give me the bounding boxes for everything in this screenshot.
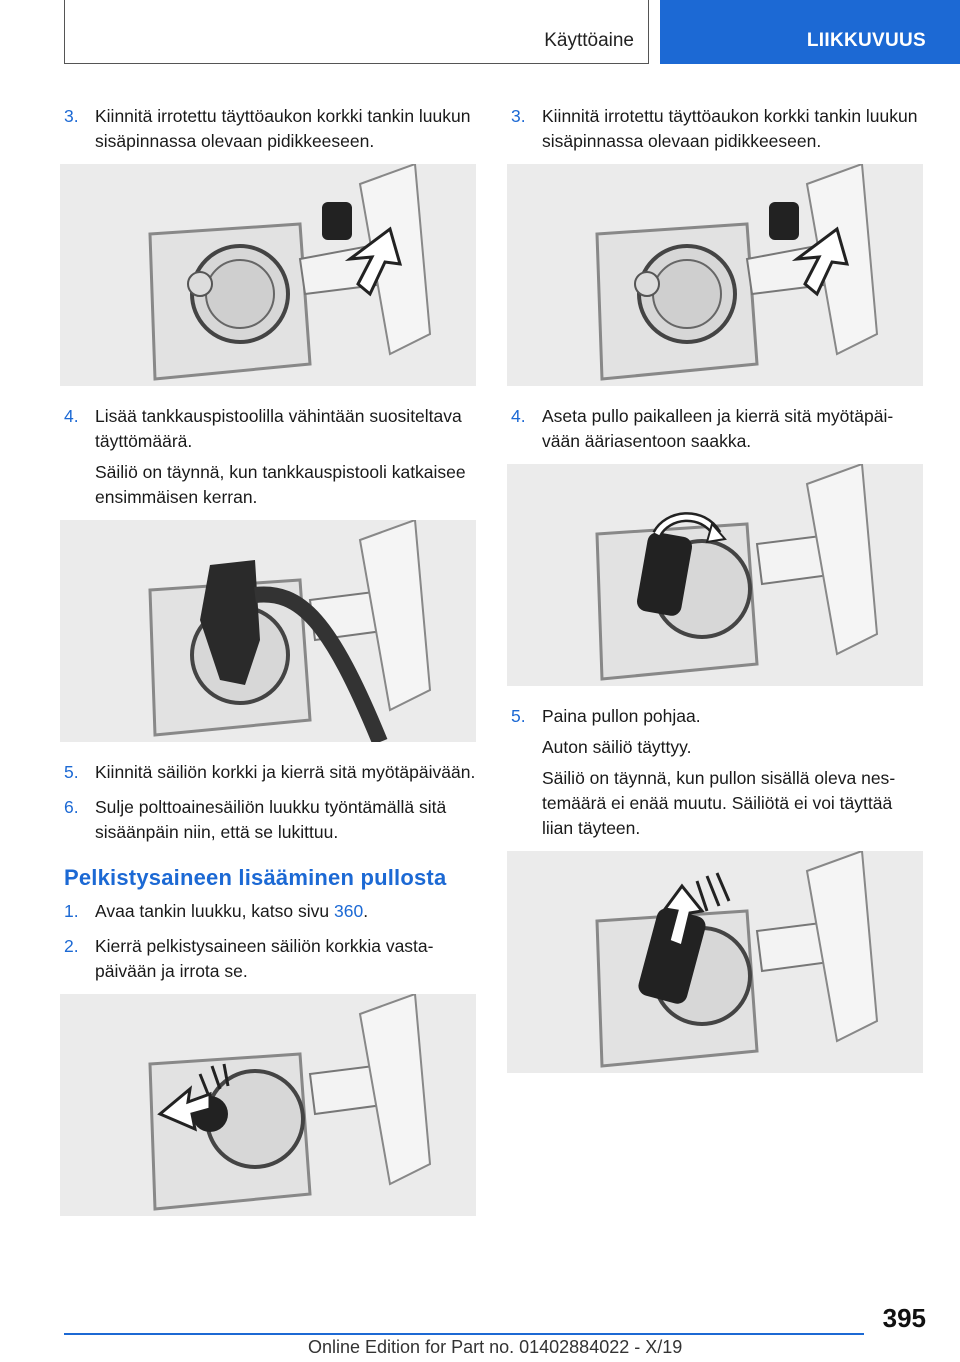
- bottle-step-2: 2. Kierrä pelkistysaineen säiliön korkkia vastapäivään ja irrota se.: [64, 936, 434, 981]
- step-3-right: 3. Kiinnitä irrotettu täyttöaukon korkki tankin luukun sisäpinnassa olevaan pidikkeeseen.: [511, 106, 918, 151]
- bottle-step-1: 1. Avaa tankin luukku, katso sivu 360.: [64, 901, 369, 921]
- step-4-note: Säiliö on täynnä, kun tankkauspistooli katkaisee ensimmäisen kerran.: [95, 462, 466, 507]
- page-reference-link[interactable]: 360: [333, 901, 364, 921]
- fuel-cap-holder-illustration-2: [507, 164, 923, 386]
- header-section-title: Käyttöaine: [544, 30, 634, 51]
- step-5-right: 5. Paina pullon pohjaa.: [511, 706, 701, 726]
- header-chapter-tab: [660, 0, 960, 64]
- step-4-left: 4. Lisää tankkauspistoolilla vähintään suositeltava täyttömäärä.: [64, 406, 462, 451]
- step-6-left: 6. Sulje polttoainesäiliön luukku työntämällä sitä sisäänpäin niin, että se lukittuu.: [64, 797, 447, 842]
- bottle-insert-illustration: [507, 464, 923, 686]
- footer-edition: Online Edition for Part no. 01402884022 - X/19: [308, 1337, 683, 1357]
- step-3-left: 3. Kiinnitä irrotettu täyttöaukon korkki tankin luukun sisäpinnassa olevaan pidikkeeseen.: [64, 106, 471, 151]
- step-5-note-2: Säiliö on täynnä, kun pullon sisällä oleva nestemäärä ei enää muutu. Säiliötä ei voi täyttää liian täyteen.: [542, 768, 896, 838]
- right-column: [507, 104, 923, 1091]
- step-5-note-1: Auton säiliö täyttyy.: [542, 737, 692, 757]
- step-4-right: 4. Aseta pullo paikalleen ja kierrä sitä myötäpäivään ääriasentoon saakka.: [511, 406, 894, 451]
- header-section-box: [64, 0, 649, 64]
- step-5-left: 5. Kiinnitä säiliön korkki ja kierrä sitä myötäpäivään.: [64, 762, 476, 782]
- left-column: [60, 104, 476, 1234]
- fuel-cap-holder-illustration: [60, 164, 476, 386]
- header-chapter-title: LIIKKUVUUS: [806, 30, 926, 51]
- footer-divider: [64, 1333, 864, 1335]
- bottle-press-illustration: [507, 851, 923, 1073]
- page-number: 395: [882, 1303, 926, 1333]
- fuel-nozzle-illustration: [60, 520, 476, 742]
- section-heading: Pelkistysaineen lisääminen pullosta: [64, 865, 447, 890]
- reductant-cap-removal-illustration: [60, 994, 476, 1216]
